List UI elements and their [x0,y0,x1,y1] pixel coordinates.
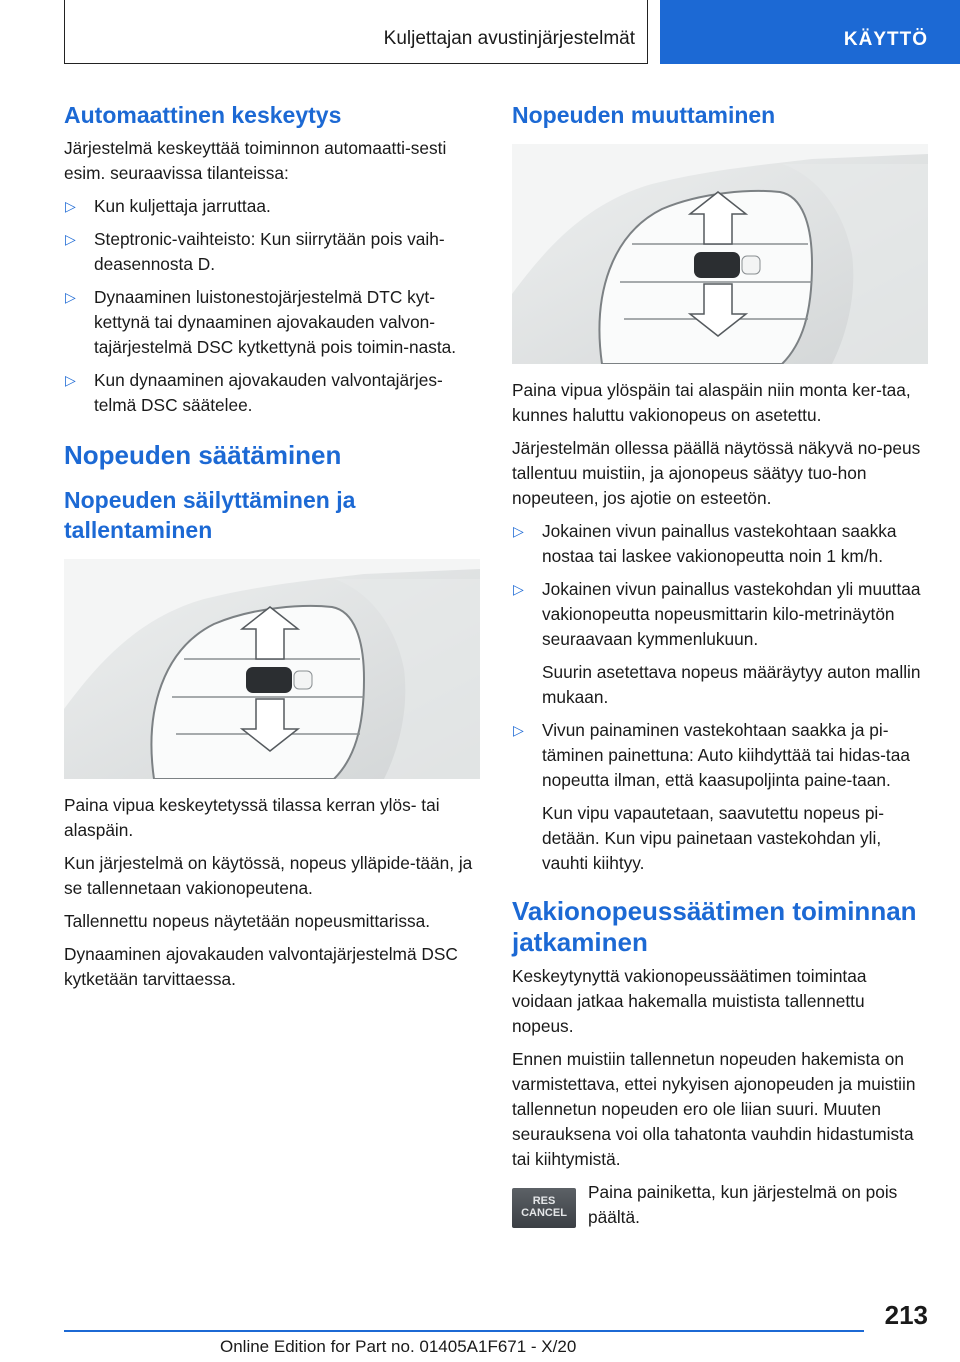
heading-speed-control: Nopeuden säätäminen [64,440,342,470]
list-item: ▷ Vivun painaminen vastekohtaan saakka ja pi‐täminen painettuna: Auto kiihdyttää tai hidas‐taa nopeutta ilman, että kaasupoljinta paine‐taan. Kun vipu vapautetaan, saavutettu nopeus pi‐detään. Kun vipu painetaan vastekohdan yli, vauhti kiihtyy. [512,718,928,876]
footer-divider [64,1330,864,1332]
triangle-bullet-icon: ▷ [65,372,76,388]
list-item: ▷ Jokainen vivun painallus vastekohdan yli muuttaa vakionopeutta nopeusmittarin kilo‐metrinäytön seuraavaan kymmenlukuun. Suurin asetettava nopeus määräytyy auton mallin mukaan. [512,577,928,710]
footer-edition: Online Edition for Part no. 01405A1F671 - X/20 [220,1337,577,1356]
header-section-box [64,0,648,64]
steering-wheel-lever-figure [64,559,480,779]
heading-resume-cruise: Vakionopeussäätimen toiminnan jatkaminen [512,896,917,957]
interrupt-bullet-list [64,194,480,418]
triangle-bullet-icon: ▷ [65,198,76,214]
list-item: ▷ Steptronic-vaihteisto: Kun siirrytään pois vaih‐deasennosta D. [65,229,445,274]
left-column [64,100,480,1000]
header-chapter-tab [660,0,960,64]
page-number: 213 [884,1300,928,1330]
list-item-continuation: Kun vipu vapautetaan, saavutettu nopeus pi‐detään. Kun vipu painetaan vastekohdan yli, vauhti kiihtyy. [542,803,885,873]
right-column [512,100,928,1238]
page-header [0,0,960,66]
list-item: ▷ Jokainen vivun painallus vastekohtaan saakka nostaa tai laskee vakionopeutta noin 1 km/h. [513,521,897,566]
triangle-bullet-icon: ▷ [513,722,524,738]
steering-wheel-lever-figure-2 [512,144,928,364]
res-cancel-text: Paina painiketta, kun järjestelmä on pois päältä. [588,1182,898,1227]
paragraph-press-lever: Paina vipua keskeytetyssä tilassa kerran ylös- tai alaspäin. [64,795,440,840]
res-cancel-button-icon: RES CANCEL [512,1188,576,1228]
heading-keep-and-store: Nopeuden säilyttäminen ja tallentaminen [64,487,356,543]
triangle-bullet-icon: ▷ [513,523,524,539]
triangle-bullet-icon: ▷ [65,289,76,305]
change-speed-bullet-list [512,519,928,876]
heading-automatic-interrupt: Automaattinen keskeytys [64,102,342,128]
header-section-title: Kuljettajan avustinjärjestelmät [383,28,635,49]
paragraph-resume-warning: Ennen muistiin tallennetun nopeuden hakemista on varmistettava, ettei nykyisen ajonopeuden ja muistiin tallennetun nopeuden ero ole liian suuri. Muuten seurauksena voi olla tahatonta vauhdin hidastumista tai kiihtymistä. [512,1049,916,1169]
list-item-continuation: Suurin asetettava nopeus määräytyy auton mallin mukaan. [542,662,921,707]
paragraph-press-lever-up-down: Paina vipua ylöspäin tai alaspäin niin monta ker‐taa, kunnes haluttu vakionopeus on asetettu. [512,380,911,425]
steering-wheel-illustration-2 [512,144,928,364]
paragraph-dsc-activated: Dynaaminen ajovakauden valvontajärjestelmä DSC kytketään tarvittaessa. [64,944,458,989]
list-item: ▷ Kun dynaaminen ajovakauden valvontajärjes‐telmä DSC säätelee. [65,370,443,415]
triangle-bullet-icon: ▷ [513,581,524,597]
paragraph-interrupt-intro: Järjestelmä keskeyttää toiminnon automaatti‐sesti esim. seuraavissa tilanteissa: [64,138,447,183]
triangle-bullet-icon: ▷ [65,231,76,247]
paragraph-speed-maintained: Kun järjestelmä on käytössä, nopeus ylläpide‐tään, ja se tallennetaan vakionopeutena. [64,853,473,898]
paragraph-speed-shown: Tallennettu nopeus näytetään nopeusmittarissa. [64,911,431,931]
heading-change-speed: Nopeuden muuttaminen [512,102,776,128]
list-item: ▷ Kun kuljettaja jarruttaa. [64,194,480,219]
paragraph-speed-stored: Järjestelmän ollessa päällä näytössä näkyvä no‐peus tallentuu muistiin, ja ajonopeus säätyy tuo‐hon nopeuteen, jos ajotie on esteetön. [512,438,921,508]
header-chapter-label: KÄYTTÖ [843,29,928,50]
list-item: ▷ Dynaaminen luistonestojärjestelmä DTC kyt‐kettynä tai dynaaminen ajovakauden valvon‐tajärjestelmä DSC kytkettynä pois toimin‐nasta. [65,287,457,357]
res-cancel-instruction [512,1180,928,1230]
paragraph-resume-intro: Keskeytynyttä vakionopeussäätimen toimintaa voidaan jatkaa hakemalla muistista tallennettu nopeus. [512,966,867,1036]
steering-wheel-illustration [64,559,480,779]
